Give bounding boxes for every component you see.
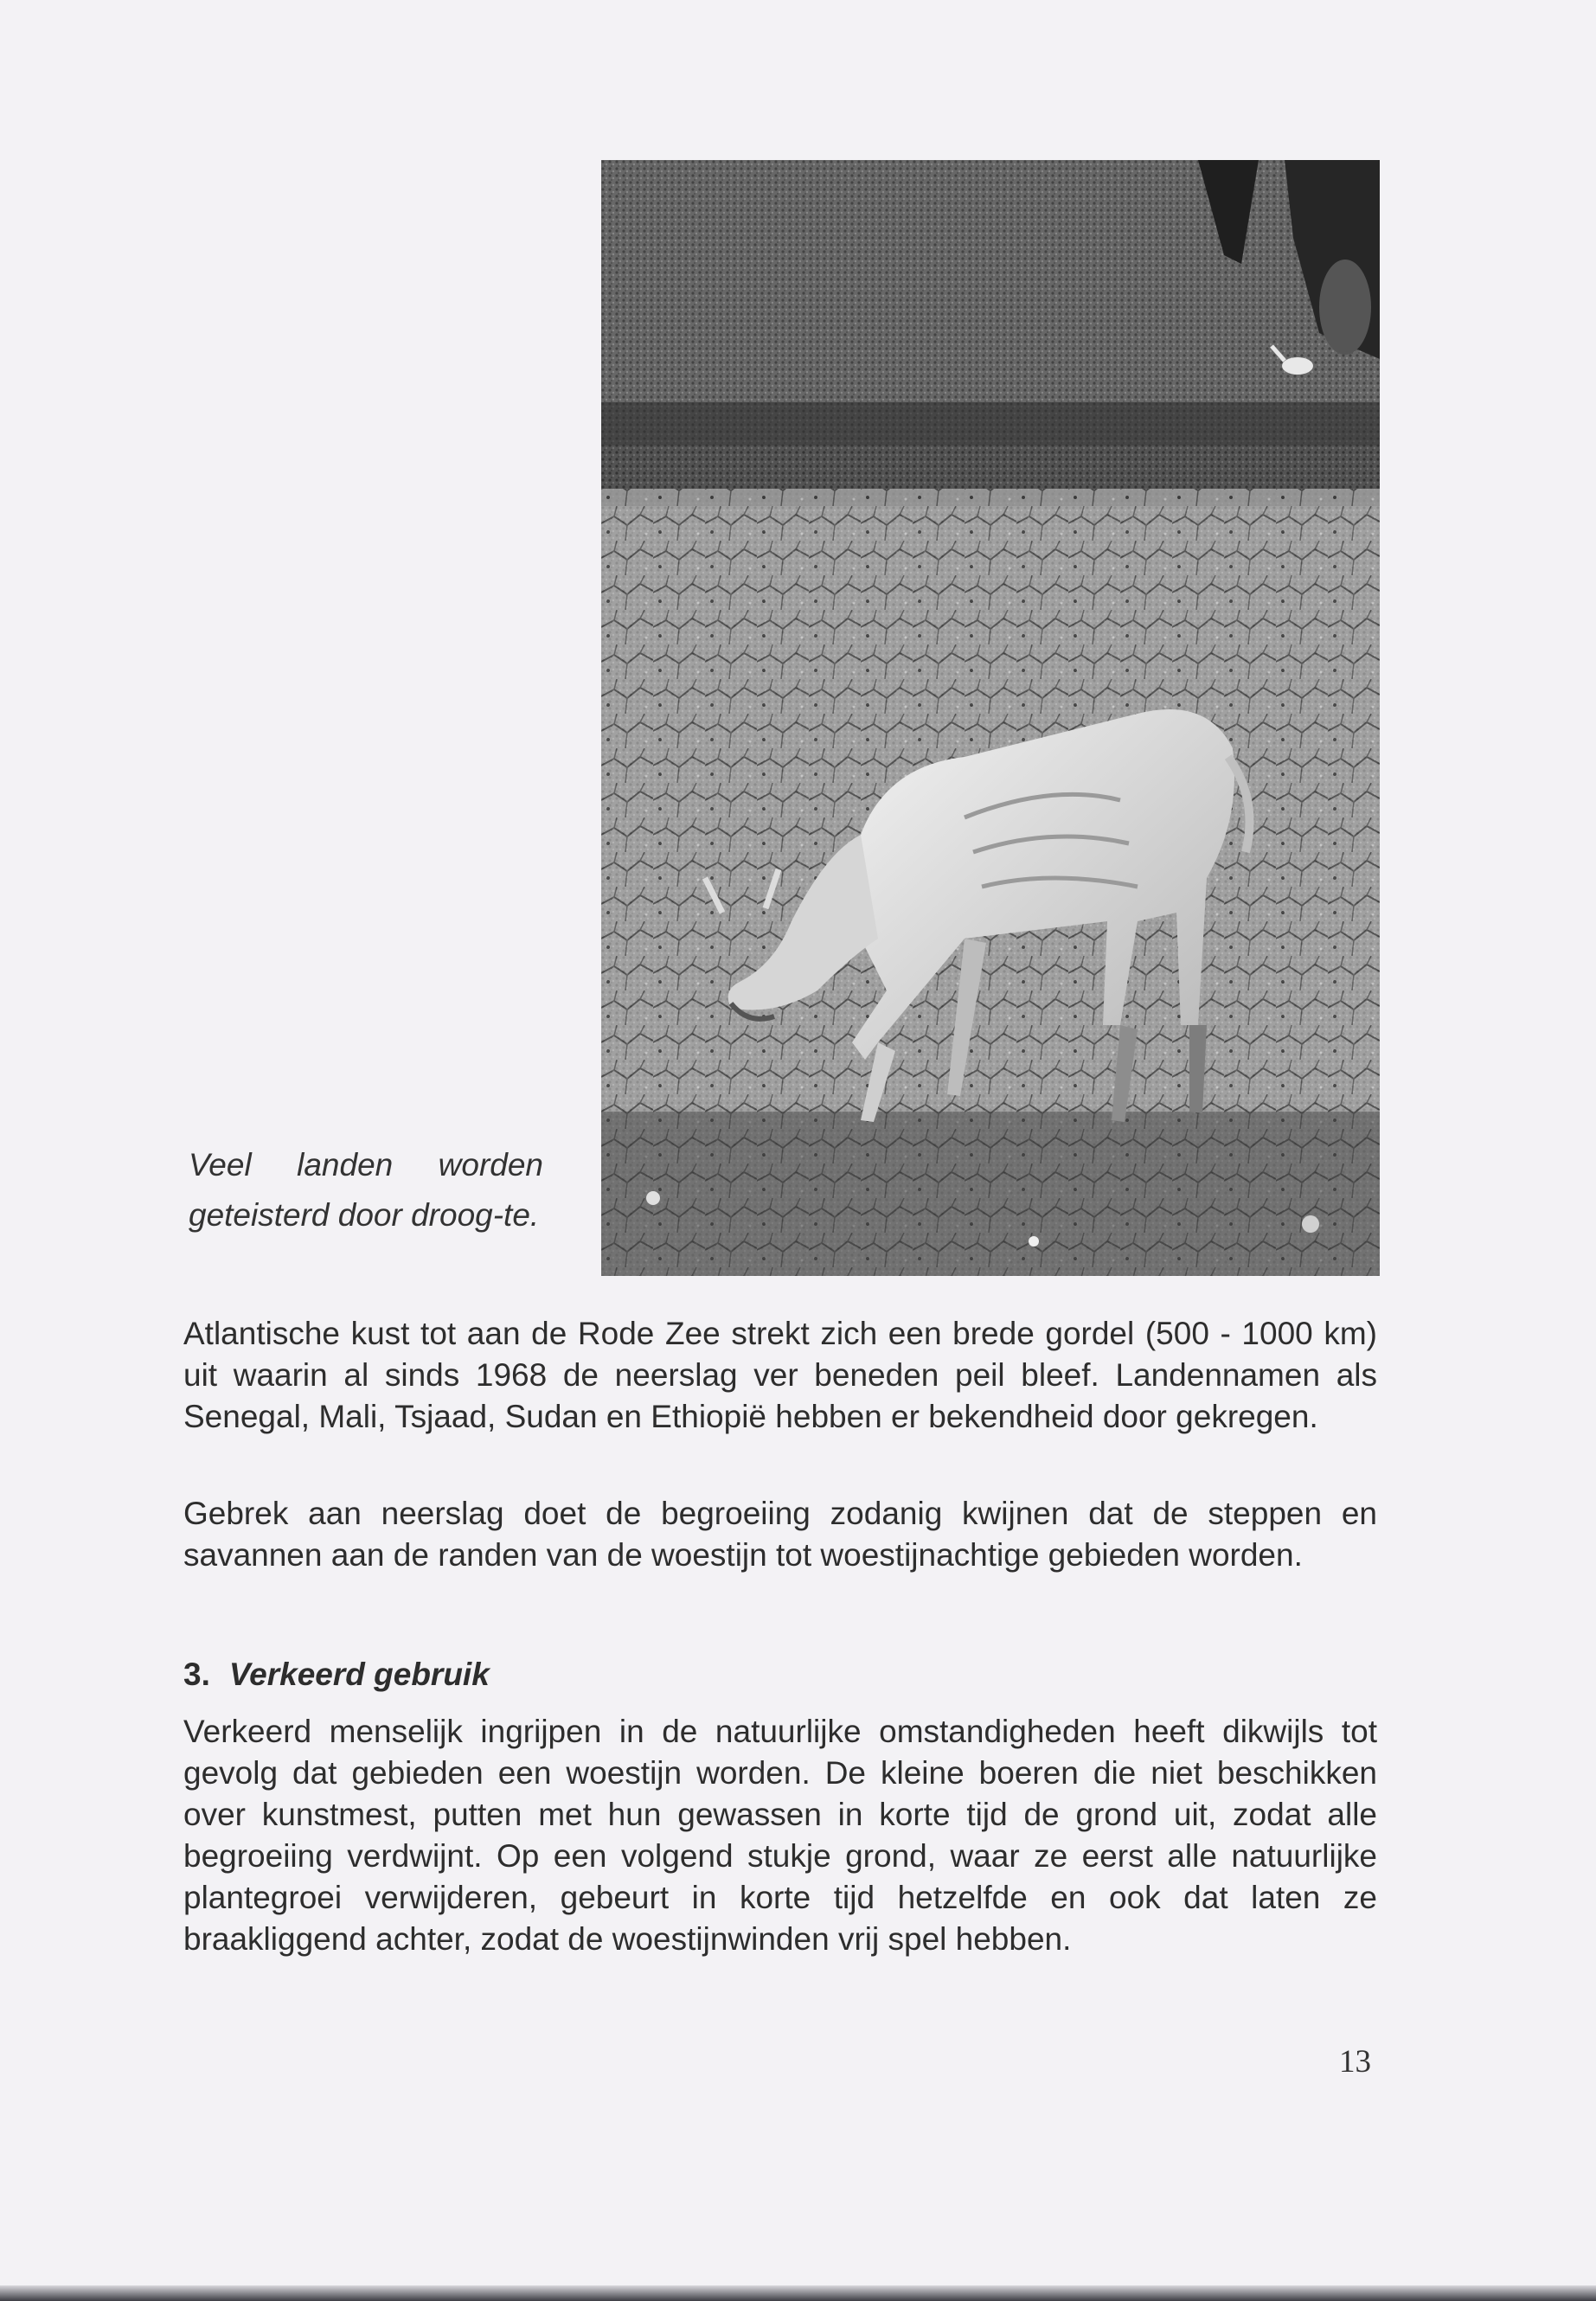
page-bottom-edge [0, 2285, 1596, 2301]
section-title: Verkeerd gebruik [228, 1657, 490, 1692]
paragraph-2: Gebrek aan neerslag doet de begroeiing zodanig kwijnen dat de steppen en savannen aan de randen van de woestijn tot woestijnachtige gebieden worden. [183, 1496, 1377, 1573]
photo-caption: Veel landen worden geteisterd door droog-te. [189, 1147, 543, 1233]
paragraph-3: Verkeerd menselijk ingrijpen in de natuurlijke omstandigheden heeft dikwijls tot gevolg dat gebieden een woestijn worden. De kleine boeren die niet beschikken over kunstmest, putten met hun gewassen in korte tijd de grond uit, zodat alle begroeiing verdwijnt. Op een volgend stukje grond, waar ze eerst alle natuurlijke plantegroei verwijderen, gebeurt in korte tijd hetzelfde en ook dat laten ze braakliggend achter, zodat de woestijnwinden vrij spel hebben. [183, 1714, 1377, 1957]
paragraph-1: Atlantische kust tot aan de Rode Zee strekt zich een brede gordel (500 - 1000 km) uit waarin al sinds 1968 de neerslag ver beneden peil bleef. Landennamen als Senegal, Mali, Tsjaad, Sudan en Ethiopië hebben er bekendheid door gekregen. [183, 1316, 1377, 1434]
drought-cow-photo [601, 160, 1380, 1276]
page-number: 13 [1339, 2044, 1371, 2080]
section-heading [183, 1654, 490, 1695]
photo-drawing [601, 160, 1380, 1276]
section-number: 3. [183, 1657, 210, 1692]
